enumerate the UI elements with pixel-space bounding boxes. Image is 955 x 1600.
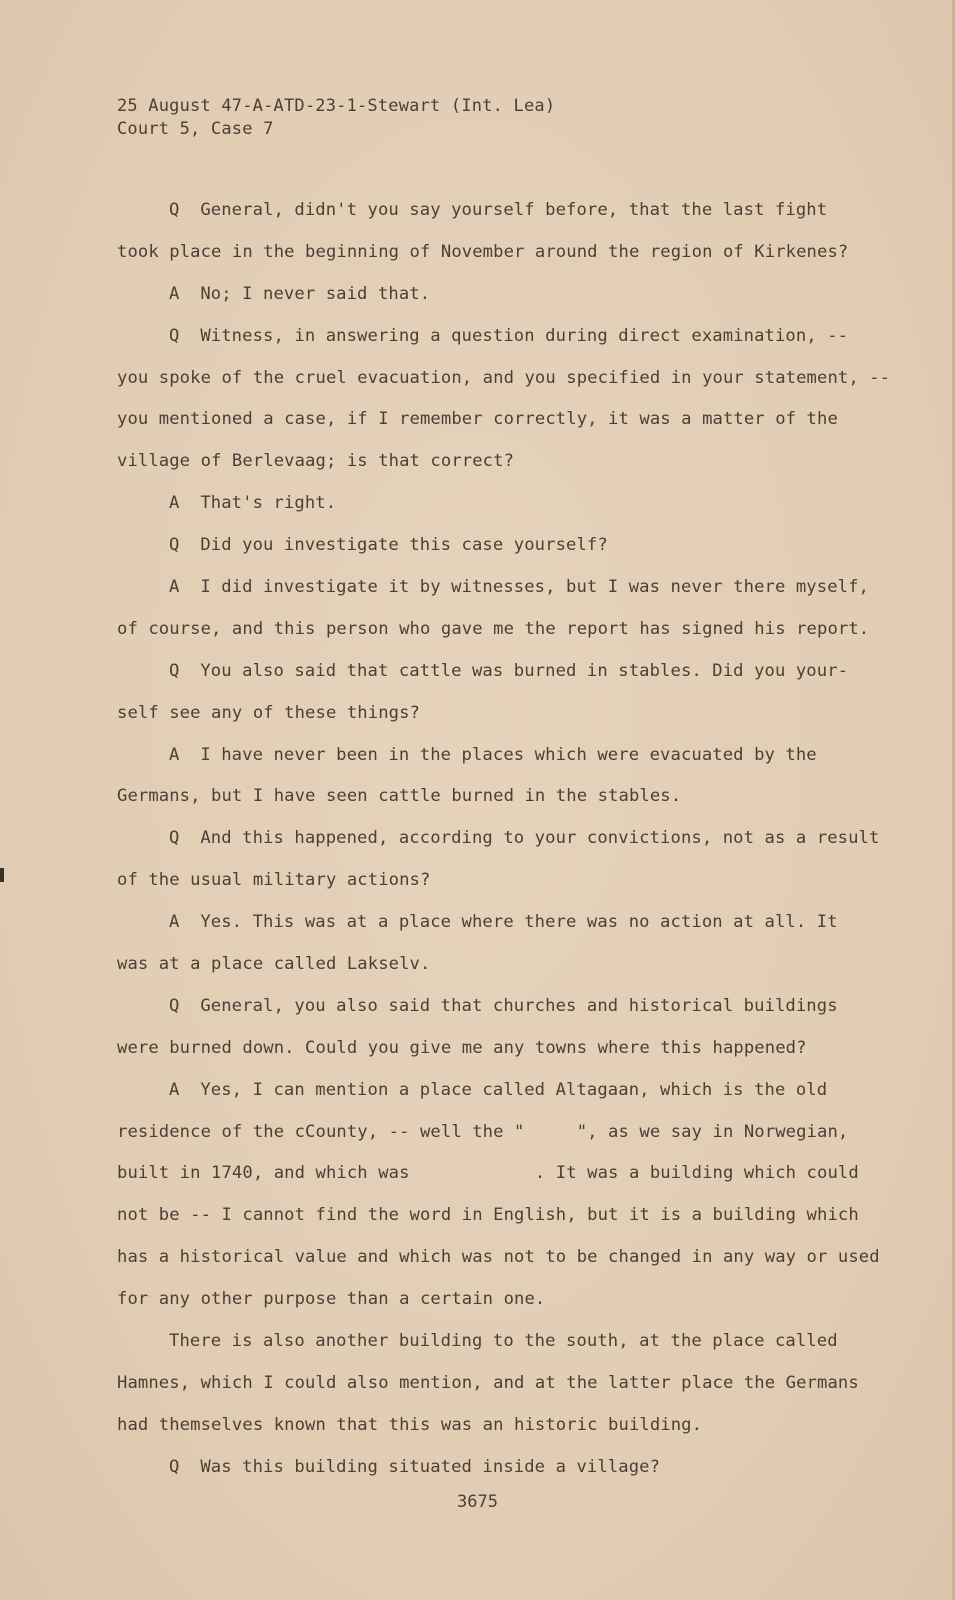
- transcript-line: had themselves known that this was an historic building.: [117, 1414, 703, 1435]
- transcript-line: A I did investigate it by witnesses, but I was never there myself,: [169, 577, 869, 598]
- transcript-line: Q You also said that cattle was burned in stables. Did you your-: [169, 660, 849, 681]
- transcript-line: Q Was this building situated inside a village?: [169, 1456, 661, 1477]
- transcript-line: of course, and this person who gave me the report has signed his report.: [117, 618, 870, 639]
- header-line-case: Court 5, Case 7: [117, 119, 274, 139]
- header-line-date-court: 25 August 47-A-ATD-23-1-Stewart (Int. Lea): [117, 96, 556, 116]
- transcript-body: [117, 196, 891, 1495]
- transcript-line: of the usual military actions?: [117, 870, 431, 891]
- transcript-line: Hamnes, which I could also mention, and at the latter place the Germans: [117, 1372, 859, 1393]
- transcript-line: Q Did you investigate this case yourself?: [169, 535, 608, 556]
- document-header: [117, 95, 555, 141]
- transcript-line: Q Witness, in answering a question during direct examination, --: [169, 325, 849, 346]
- page-number: 3675: [457, 1492, 498, 1512]
- transcript-line: you mentioned a case, if I remember correctly, it was a matter of the: [117, 409, 838, 430]
- transcript-line: you spoke of the cruel evacuation, and you specified in your statement, --: [117, 367, 891, 388]
- transcript-line: A Yes. This was at a place where there was no action at all. It: [169, 912, 838, 933]
- transcript-line: There is also another building to the south, at the place called: [169, 1331, 838, 1352]
- transcript-line: Q General, you also said that churches and historical buildings: [169, 995, 838, 1016]
- transcript-line: A I have never been in the places which were evacuated by the: [169, 744, 817, 765]
- binding-mark: [0, 868, 4, 882]
- transcript-line: were burned down. Could you give me any towns where this happened?: [117, 1037, 807, 1058]
- transcript-line: has a historical value and which was not to be changed in any way or used: [117, 1247, 880, 1268]
- transcript-line: for any other purpose than a certain one.: [117, 1289, 546, 1310]
- transcript-line: was at a place called Lakselv.: [117, 954, 431, 975]
- transcript-line: A Yes, I can mention a place called Altagaan, which is the old: [169, 1079, 828, 1100]
- transcript-line: Q And this happened, according to your convictions, not as a result: [169, 828, 880, 849]
- transcript-line: village of Berlevaag; is that correct?: [117, 451, 515, 472]
- transcript-line: Q General, didn't you say yourself before, that the last fight: [169, 200, 828, 220]
- transcript-line: not be -- I cannot find the word in English, but it is a building which: [117, 1205, 859, 1226]
- transcript-line: A That's right.: [169, 493, 337, 514]
- transcript-line: self see any of these things?: [117, 702, 420, 723]
- transcript-line: took place in the beginning of November around the region of Kirkenes?: [117, 241, 849, 262]
- transcript-line: built in 1740, and which was . It was a building which could: [117, 1163, 859, 1184]
- transcript-line: A No; I never said that.: [169, 283, 431, 304]
- transcript-line: Germans, but I have seen cattle burned in the stables.: [117, 786, 682, 807]
- transcript-line: residence of the cCounty, -- well the " ", as we say in Norwegian,: [117, 1121, 849, 1142]
